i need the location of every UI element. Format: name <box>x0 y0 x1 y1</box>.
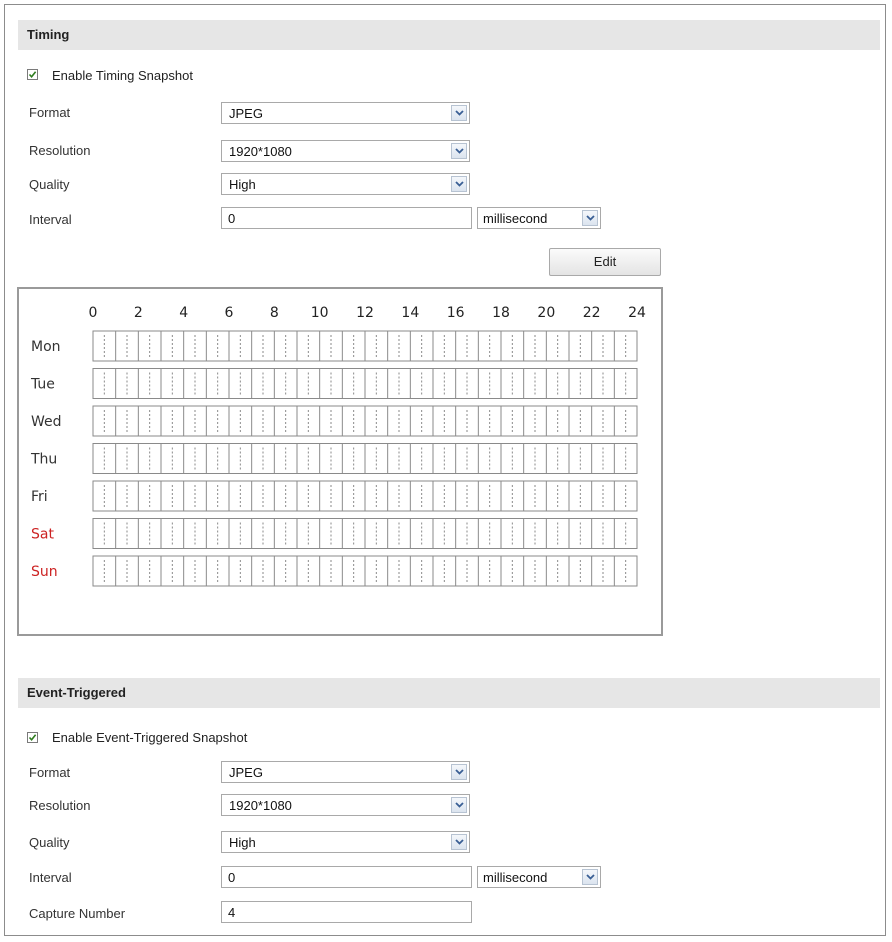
hour-label: 4 <box>179 305 189 321</box>
timing-quality-select[interactable] <box>221 173 470 195</box>
timing-interval-unit-select[interactable] <box>477 207 601 229</box>
timing-resolution-value: 1920*1080 <box>229 144 292 159</box>
event-quality-value: High <box>229 835 256 850</box>
hour-label: 2 <box>133 305 143 321</box>
event-quality-label: Quality <box>29 835 70 850</box>
enable-timing-label: Enable Timing Snapshot <box>52 68 193 83</box>
hour-label: 12 <box>356 305 374 321</box>
hour-label: 16 <box>446 305 465 321</box>
capture-number-value: 4 <box>228 905 236 920</box>
edit-schedule-button[interactable]: Edit <box>549 248 661 276</box>
timing-interval-label: Interval <box>29 212 72 227</box>
event-format-label: Format <box>29 765 71 780</box>
capture-number-input[interactable] <box>221 901 472 923</box>
chevron-down-icon[interactable] <box>451 797 467 813</box>
chevron-down-icon[interactable] <box>451 105 467 121</box>
timing-header-label: Timing <box>27 27 70 42</box>
chevron-down-icon[interactable] <box>582 210 598 226</box>
checkmark-icon <box>28 70 37 79</box>
hour-label: 8 <box>269 305 279 321</box>
event-interval-unit-select[interactable] <box>477 866 601 888</box>
chevron-down-icon[interactable] <box>451 143 467 159</box>
timing-format-value: JPEG <box>229 106 263 121</box>
event-section-header <box>18 678 880 708</box>
event-interval-unit-value: millisecond <box>483 870 548 885</box>
timing-resolution-select[interactable] <box>221 140 470 162</box>
hour-label: 6 <box>224 305 234 321</box>
timing-quality-value: High <box>229 177 256 192</box>
enable-event-checkbox[interactable] <box>27 732 38 743</box>
event-resolution-label: Resolution <box>29 798 91 813</box>
timing-format-label: Format <box>29 105 71 120</box>
hour-label: 20 <box>537 305 556 321</box>
day-label: Mon <box>31 339 61 355</box>
event-quality-select[interactable] <box>221 831 470 853</box>
hour-label: 14 <box>401 305 420 321</box>
chevron-down-icon[interactable] <box>451 834 467 850</box>
capture-number-label: Capture Number <box>29 906 126 921</box>
timing-resolution-label: Resolution <box>29 143 91 158</box>
enable-timing-checkbox[interactable] <box>27 69 38 80</box>
hour-label: 10 <box>310 305 329 321</box>
hour-label: 0 <box>88 305 98 321</box>
timing-section-header <box>18 20 880 50</box>
day-label: Tue <box>31 376 55 393</box>
event-resolution-value: 1920*1080 <box>229 798 292 813</box>
day-label: Thu <box>31 451 58 468</box>
day-label: Fri <box>31 489 48 505</box>
hour-label: 24 <box>628 305 646 321</box>
chevron-down-icon[interactable] <box>582 869 598 885</box>
schedule-grid[interactable] <box>19 289 661 634</box>
timing-interval-unit-value: millisecond <box>483 211 548 226</box>
chevron-down-icon[interactable] <box>451 176 467 192</box>
event-format-value: JPEG <box>229 765 263 780</box>
hour-label: 18 <box>492 305 510 321</box>
event-header-label: Event-Triggered <box>27 685 126 700</box>
day-label: Sat <box>31 526 54 543</box>
event-interval-value: 0 <box>228 870 236 885</box>
hour-label: 22 <box>582 305 601 321</box>
event-interval-input[interactable] <box>221 866 472 888</box>
event-resolution-select[interactable] <box>221 794 470 816</box>
timing-interval-value: 0 <box>228 211 236 226</box>
checkmark-icon <box>28 733 37 742</box>
event-interval-label: Interval <box>29 870 72 885</box>
chevron-down-icon[interactable] <box>451 764 467 780</box>
timing-quality-label: Quality <box>29 177 70 192</box>
timing-format-select[interactable] <box>221 102 470 124</box>
day-label: Wed <box>31 414 62 430</box>
enable-event-label: Enable Event-Triggered Snapshot <box>52 730 248 745</box>
event-format-select[interactable] <box>221 761 470 783</box>
day-label: Sun <box>31 564 58 580</box>
timing-interval-input[interactable] <box>221 207 472 229</box>
weekly-schedule <box>17 287 663 636</box>
